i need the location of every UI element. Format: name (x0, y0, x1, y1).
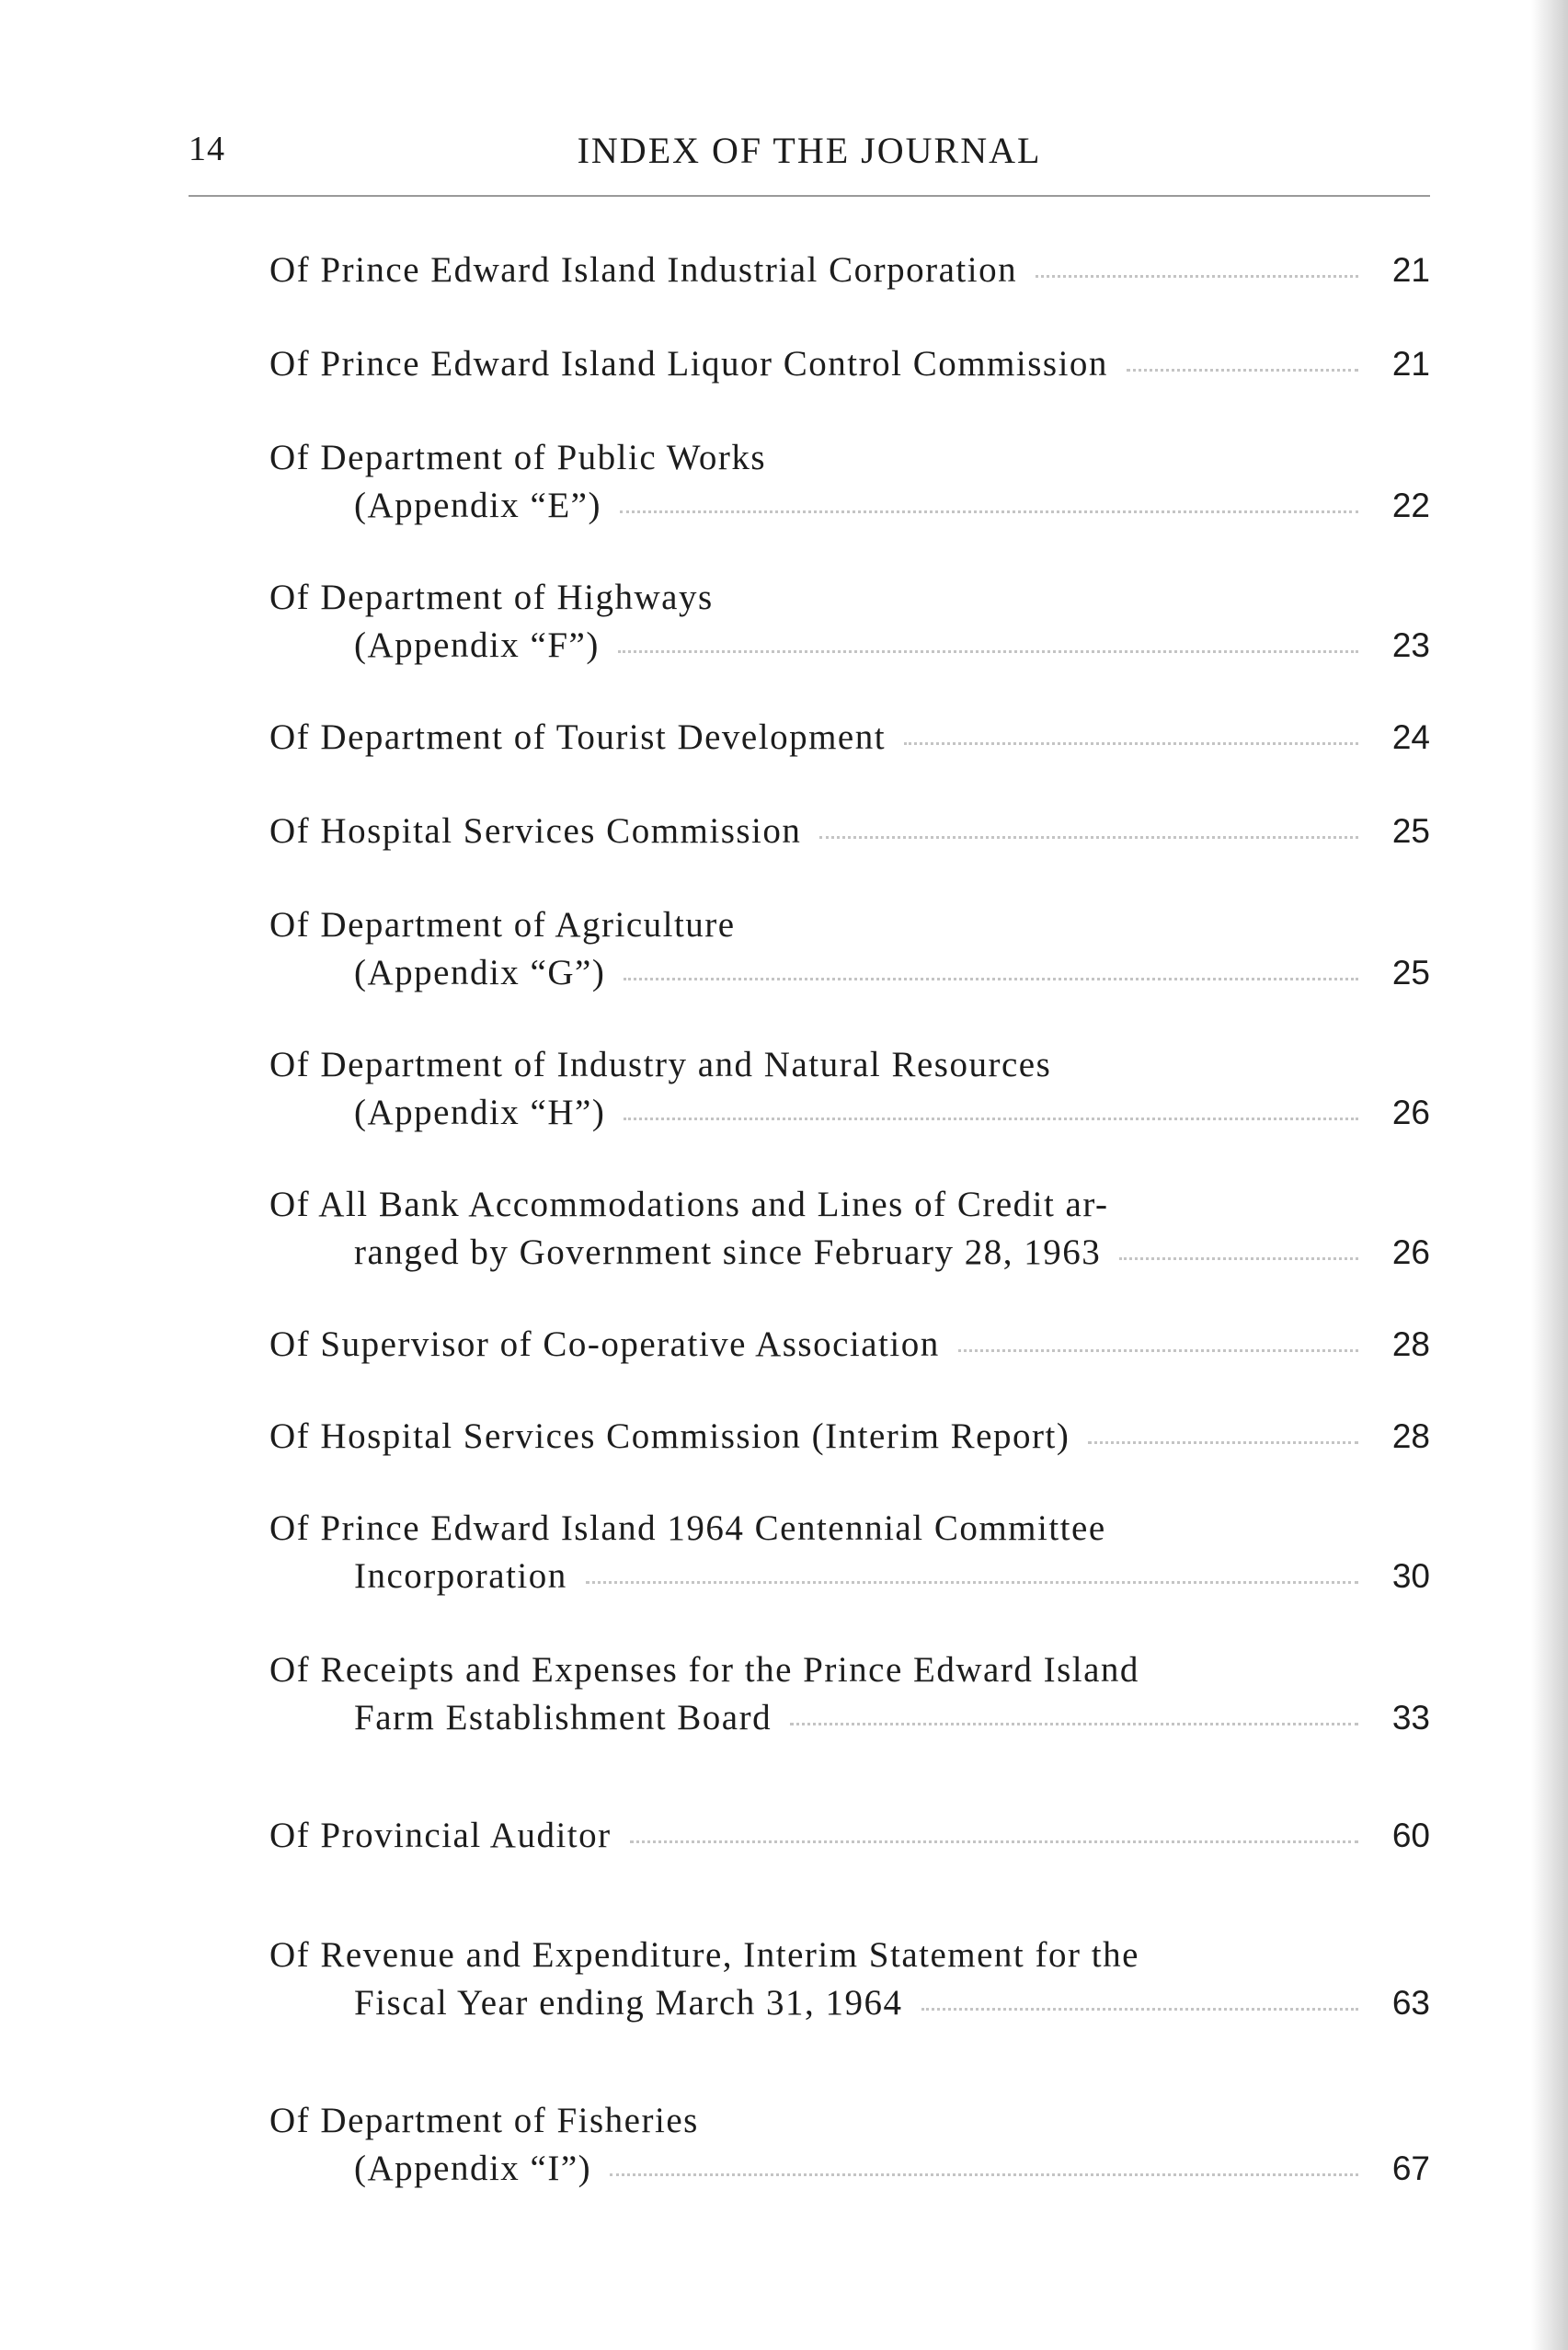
entry-text: Of Department of Fisheries (269, 2101, 699, 2140)
entry-text: (Appendix “H”) (354, 1093, 606, 1132)
entry-text: Of Department of Public Works (269, 438, 767, 477)
dot-leader (624, 978, 1358, 980)
entry-text: Fiscal Year ending March 31, 1964 (354, 1983, 903, 2023)
entry-page-number: 25 (1391, 954, 1430, 992)
dot-leader (1036, 275, 1358, 278)
dot-leader (819, 836, 1358, 839)
entry-continuation-line (269, 1089, 1430, 1137)
entry-text: (Appendix “G”) (354, 953, 606, 992)
entry-continuation-line (269, 1229, 1430, 1277)
dot-leader (921, 2008, 1358, 2011)
entry-text: Of Department of Agriculture (269, 905, 736, 945)
entry-text: Of Supervisor of Co-operative Association (269, 1324, 940, 1364)
entry-text: (Appendix “F”) (354, 625, 600, 665)
entry-page-number: 26 (1391, 1094, 1430, 1131)
entry-page-number: 63 (1391, 1984, 1430, 2022)
entry-line (269, 1646, 1430, 1694)
index-entry (269, 714, 1430, 762)
entry-continuation-line (269, 949, 1430, 997)
entry-page-number: 24 (1391, 718, 1430, 756)
entry-page-number: 23 (1391, 626, 1430, 664)
dot-leader (618, 650, 1358, 653)
index-entry (269, 340, 1430, 388)
entry-line (269, 1321, 1430, 1369)
index-entry (269, 2097, 1430, 2193)
entry-page-number: 28 (1391, 1417, 1430, 1455)
index-entry (269, 1505, 1430, 1600)
dot-leader (630, 1840, 1358, 1843)
index-entry (269, 574, 1430, 670)
dot-leader (624, 1118, 1358, 1120)
entry-page-number: 60 (1391, 1817, 1430, 1854)
entry-continuation-line (269, 622, 1430, 670)
dot-leader (1119, 1257, 1358, 1260)
entry-line (269, 1041, 1430, 1089)
entry-text: Incorporation (354, 1556, 567, 1596)
entry-text: (Appendix “E”) (354, 486, 601, 525)
entry-continuation-line (269, 2145, 1430, 2193)
dot-leader (620, 510, 1358, 513)
entry-text: ranged by Government since February 28, 1963 (354, 1232, 1102, 1272)
entry-line (269, 1932, 1430, 1979)
running-title: INDEX OF THE JOURNAL (577, 130, 1042, 171)
entry-page-number: 25 (1391, 812, 1430, 850)
entry-line (269, 901, 1430, 949)
entry-line (269, 1812, 1430, 1860)
header-rule (189, 195, 1430, 197)
entry-text: Of Revenue and Expenditure, Interim Statement for the (269, 1935, 1139, 1975)
entry-text: Of Provincial Auditor (269, 1816, 612, 1855)
entry-text: Of Department of Tourist Development (269, 717, 887, 757)
index-entry (269, 1041, 1430, 1137)
entry-page-number: 21 (1391, 345, 1430, 383)
entry-line (269, 340, 1430, 388)
entry-text: Of Hospital Services Commission (Interim Report) (269, 1416, 1070, 1456)
entry-page-number: 33 (1391, 1699, 1430, 1737)
entry-line (269, 808, 1430, 855)
entry-text: (Appendix “I”) (354, 2149, 592, 2188)
entry-text: Farm Establishment Board (354, 1698, 773, 1737)
entry-line (269, 246, 1430, 294)
entry-line (269, 1413, 1430, 1461)
page-number: 14 (189, 130, 225, 168)
dot-leader (904, 742, 1358, 745)
dot-leader (610, 2173, 1358, 2176)
entry-text: Of All Bank Accommodations and Lines of Credit ar- (269, 1185, 1109, 1224)
entry-line (269, 2097, 1430, 2145)
index-entry (269, 434, 1430, 530)
index-entry (269, 1321, 1430, 1369)
index-entry (269, 901, 1430, 997)
dot-leader (586, 1581, 1358, 1584)
entry-text: Of Receipts and Expenses for the Prince Edward Island (269, 1650, 1139, 1690)
entry-line (269, 574, 1430, 622)
dot-leader (790, 1723, 1358, 1725)
entry-page-number: 21 (1391, 251, 1430, 289)
entry-page-number: 30 (1391, 1557, 1430, 1595)
index-entry (269, 1812, 1430, 1860)
entry-text: Of Department of Highways (269, 578, 714, 617)
entry-page-number: 67 (1391, 2149, 1430, 2187)
entry-line (269, 714, 1430, 762)
page-header (189, 129, 1430, 175)
entry-continuation-line (269, 482, 1430, 530)
entry-line (269, 1181, 1430, 1229)
index-entry (269, 1413, 1430, 1461)
index-entry (269, 1646, 1430, 1742)
page-edge-shadow (1531, 0, 1568, 2350)
dot-leader (1088, 1441, 1358, 1444)
index-entry (269, 1181, 1430, 1277)
entry-page-number: 28 (1391, 1325, 1430, 1363)
entry-continuation-line (269, 1694, 1430, 1742)
entry-line (269, 1505, 1430, 1553)
entry-text: Of Prince Edward Island 1964 Centennial Committee (269, 1508, 1106, 1548)
entry-text: Of Prince Edward Island Liquor Control Commission (269, 344, 1108, 384)
journal-index-page (189, 0, 1430, 2350)
entry-text: Of Prince Edward Island Industrial Corporation (269, 250, 1018, 290)
entry-line (269, 434, 1430, 482)
entry-text: Of Hospital Services Commission (269, 811, 802, 851)
entry-text: Of Department of Industry and Natural Resources (269, 1045, 1052, 1084)
entry-continuation-line (269, 1553, 1430, 1600)
entry-continuation-line (269, 1979, 1430, 2027)
index-entry (269, 1932, 1430, 2027)
dot-leader (958, 1349, 1358, 1352)
entry-page-number: 26 (1391, 1233, 1430, 1271)
dot-leader (1127, 369, 1358, 372)
index-entry (269, 808, 1430, 855)
entry-page-number: 22 (1391, 487, 1430, 524)
index-entry (269, 246, 1430, 294)
